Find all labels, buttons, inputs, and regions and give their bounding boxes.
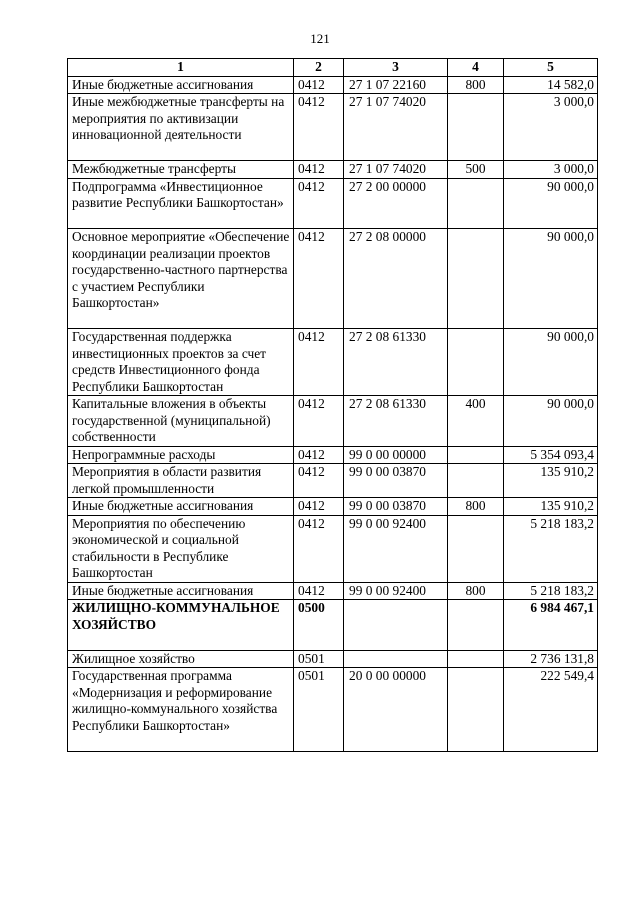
row-type-cell bbox=[448, 94, 504, 161]
row-amount-cell: 90 000,0 bbox=[504, 229, 598, 329]
row-code-cell: 99 0 00 92400 bbox=[344, 515, 448, 582]
row-amount-cell: 3 000,0 bbox=[504, 94, 598, 161]
row-section-cell: 0412 bbox=[294, 582, 344, 600]
column-header-2: 2 bbox=[294, 59, 344, 77]
row-code-cell: 99 0 00 00000 bbox=[344, 446, 448, 464]
row-code-cell: 27 1 07 22160 bbox=[344, 76, 448, 94]
page-number: 121 bbox=[310, 31, 330, 46]
row-code-cell: 27 2 08 61330 bbox=[344, 329, 448, 396]
table-row bbox=[68, 94, 598, 161]
row-section-cell: 0412 bbox=[294, 396, 344, 447]
table-row bbox=[68, 600, 598, 651]
row-name-cell: Государственная программа «Модернизация и реформирование жилищно-коммунального хозяйства Республики Башкортостан» bbox=[68, 668, 294, 752]
row-name-cell: Мероприятия по обеспечению экономической и социальной стабильности в Республике Башкортостан bbox=[68, 515, 294, 582]
row-code-cell: 99 0 00 92400 bbox=[344, 582, 448, 600]
row-amount-cell: 14 582,0 bbox=[504, 76, 598, 94]
row-name-cell: ЖИЛИЩНО-КОММУНАЛЬНОЕ ХОЗЯЙСТВО bbox=[68, 600, 294, 651]
table-row bbox=[68, 396, 598, 447]
row-amount-cell: 2 736 131,8 bbox=[504, 650, 598, 668]
row-type-cell: 400 bbox=[448, 396, 504, 447]
row-code-cell: 27 2 08 61330 bbox=[344, 396, 448, 447]
row-code-cell: 99 0 00 03870 bbox=[344, 498, 448, 516]
row-section-cell: 0412 bbox=[294, 446, 344, 464]
row-code-cell: 27 2 00 00000 bbox=[344, 178, 448, 229]
table-row bbox=[68, 446, 598, 464]
row-amount-cell: 90 000,0 bbox=[504, 396, 598, 447]
row-code-cell: 27 1 07 74020 bbox=[344, 94, 448, 161]
table-row bbox=[68, 76, 598, 94]
row-type-cell: 800 bbox=[448, 498, 504, 516]
row-type-cell bbox=[448, 329, 504, 396]
row-name-cell: Иные бюджетные ассигнования bbox=[68, 498, 294, 516]
row-section-cell: 0412 bbox=[294, 94, 344, 161]
table-row bbox=[68, 178, 598, 229]
row-section-cell: 0412 bbox=[294, 76, 344, 94]
row-code-cell bbox=[344, 650, 448, 668]
table-row bbox=[68, 464, 598, 498]
row-type-cell bbox=[448, 650, 504, 668]
row-name-cell: Жилищное хозяйство bbox=[68, 650, 294, 668]
row-amount-cell: 135 910,2 bbox=[504, 498, 598, 516]
row-type-cell bbox=[448, 446, 504, 464]
row-amount-cell: 222 549,4 bbox=[504, 668, 598, 752]
row-name-cell: Мероприятия в области развития легкой промышленности bbox=[68, 464, 294, 498]
row-amount-cell: 5 354 093,4 bbox=[504, 446, 598, 464]
row-name-cell: Иные межбюджетные трансферты на мероприятия по активизации инновационной деятельности bbox=[68, 94, 294, 161]
row-amount-cell: 5 218 183,2 bbox=[504, 582, 598, 600]
table-row bbox=[68, 650, 598, 668]
row-type-cell: 800 bbox=[448, 582, 504, 600]
row-code-cell bbox=[344, 600, 448, 651]
row-amount-cell: 135 910,2 bbox=[504, 464, 598, 498]
table-row bbox=[68, 161, 598, 179]
row-type-cell bbox=[448, 229, 504, 329]
table-row bbox=[68, 582, 598, 600]
column-header-3: 3 bbox=[344, 59, 448, 77]
row-amount-cell: 90 000,0 bbox=[504, 329, 598, 396]
row-code-cell: 27 2 08 00000 bbox=[344, 229, 448, 329]
row-name-cell: Государственная поддержка инвестиционных проектов за счет средств Инвестиционного фонда Республики Башкортостан bbox=[68, 329, 294, 396]
row-section-cell: 0500 bbox=[294, 600, 344, 651]
row-section-cell: 0412 bbox=[294, 161, 344, 179]
row-type-cell bbox=[448, 178, 504, 229]
row-section-cell: 0412 bbox=[294, 498, 344, 516]
row-type-cell bbox=[448, 668, 504, 752]
budget-table bbox=[67, 58, 598, 752]
column-header-4: 4 bbox=[448, 59, 504, 77]
table-row bbox=[68, 668, 598, 752]
row-section-cell: 0501 bbox=[294, 668, 344, 752]
table-row bbox=[68, 498, 598, 516]
row-section-cell: 0412 bbox=[294, 178, 344, 229]
row-section-cell: 0412 bbox=[294, 515, 344, 582]
row-code-cell: 99 0 00 03870 bbox=[344, 464, 448, 498]
table-header-row bbox=[68, 59, 598, 77]
row-type-cell: 500 bbox=[448, 161, 504, 179]
row-name-cell: Иные бюджетные ассигнования bbox=[68, 76, 294, 94]
row-amount-cell: 90 000,0 bbox=[504, 178, 598, 229]
row-name-cell: Иные бюджетные ассигнования bbox=[68, 582, 294, 600]
row-type-cell bbox=[448, 464, 504, 498]
row-name-cell: Капитальные вложения в объекты государственной (муниципальной) собственности bbox=[68, 396, 294, 447]
row-section-cell: 0412 bbox=[294, 229, 344, 329]
row-name-cell: Основное мероприятие «Обеспечение координации реализации проектов государственно-частного партнерства с участием Республики Башкортостан» bbox=[68, 229, 294, 329]
row-type-cell bbox=[448, 515, 504, 582]
table-row bbox=[68, 515, 598, 582]
table-body bbox=[68, 76, 598, 751]
row-code-cell: 20 0 00 00000 bbox=[344, 668, 448, 752]
column-header-5: 5 bbox=[504, 59, 598, 77]
row-section-cell: 0501 bbox=[294, 650, 344, 668]
row-name-cell: Непрограммные расходы bbox=[68, 446, 294, 464]
column-header-1: 1 bbox=[68, 59, 294, 77]
row-section-cell: 0412 bbox=[294, 329, 344, 396]
row-code-cell: 27 1 07 74020 bbox=[344, 161, 448, 179]
row-amount-cell: 6 984 467,1 bbox=[504, 600, 598, 651]
row-amount-cell: 5 218 183,2 bbox=[504, 515, 598, 582]
row-name-cell: Подпрограмма «Инвестиционное развитие Республики Башкортостан» bbox=[68, 178, 294, 229]
table-row bbox=[68, 329, 598, 396]
row-name-cell: Межбюджетные трансферты bbox=[68, 161, 294, 179]
row-type-cell bbox=[448, 600, 504, 651]
row-section-cell: 0412 bbox=[294, 464, 344, 498]
row-amount-cell: 3 000,0 bbox=[504, 161, 598, 179]
table-row bbox=[68, 229, 598, 329]
row-type-cell: 800 bbox=[448, 76, 504, 94]
